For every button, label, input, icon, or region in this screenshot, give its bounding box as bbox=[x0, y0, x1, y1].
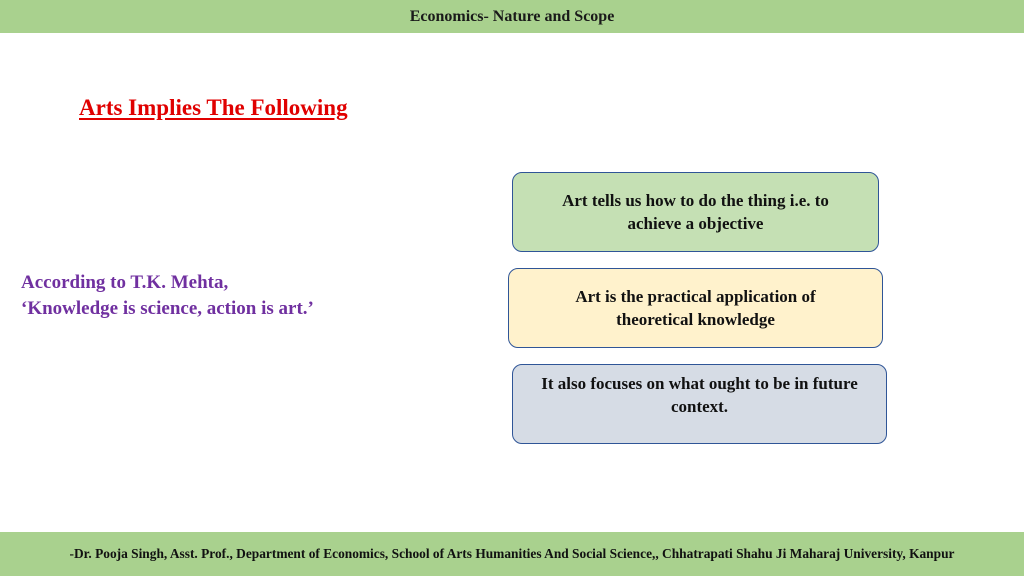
footer-credit: -Dr. Pooja Singh, Asst. Prof., Department of Economics, School of Arts Humanities And Social Science,, Chhatrapati Shahu Ji Maharaj University, Kanpur bbox=[69, 546, 955, 561]
slide-heading: Arts Implies The Following bbox=[79, 95, 348, 120]
point-box-2: Art is the practical application of theoretical knowledge bbox=[508, 268, 883, 348]
point-box-1: Art tells us how to do the thing i.e. to achieve a objective bbox=[512, 172, 879, 252]
quote-text: ‘Knowledge is science, action is art.’ bbox=[21, 298, 314, 319]
point-box-3: It also focuses on what ought to be in future context. bbox=[512, 364, 887, 444]
header-bar bbox=[0, 0, 1024, 33]
quote-attribution: According to T.K. Mehta, bbox=[21, 272, 229, 293]
footer-bar bbox=[0, 532, 1024, 576]
quote-block bbox=[21, 270, 481, 322]
header-title: Economics- Nature and Scope bbox=[409, 7, 615, 25]
